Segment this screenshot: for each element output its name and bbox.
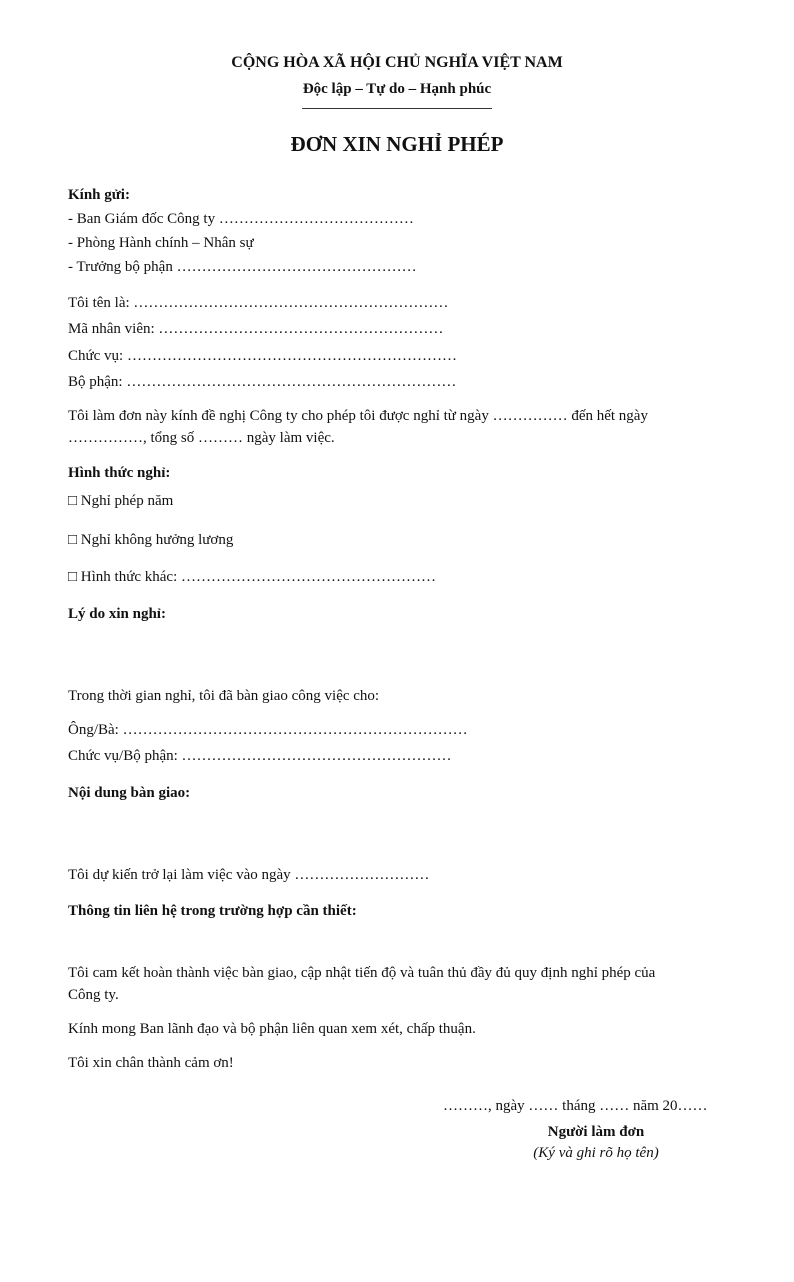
recipient-line: - Phòng Hành chính – Nhân sự <box>68 235 254 251</box>
page-title: ĐƠN XIN NGHỈ PHÉP <box>290 132 504 156</box>
handover-intro: Trong thời gian nghỉ, tôi đã bàn giao công việc cho: <box>68 688 380 704</box>
leave-option-unpaid: □ Nghỉ không hưởng lương <box>68 532 234 548</box>
employee-position-field: Chức vụ: ………………………………………………………… <box>68 348 457 364</box>
reason-heading: Lý do xin nghỉ: <box>68 606 166 622</box>
signature-date-line: ………, ngày …… tháng …… năm 20…… <box>443 1098 708 1114</box>
employee-name-field: Tôi tên là: ……………………………………………………… <box>68 295 449 311</box>
request-text-continued: ……………, tổng số ……… ngày làm việc. <box>68 430 335 446</box>
thanks-text: Tôi xin chân thành cảm ơn! <box>68 1055 234 1071</box>
handover-content-heading: Nội dung bàn giao: <box>68 785 191 801</box>
handover-role-field: Chức vụ/Bộ phận: ……………………………………………… <box>68 748 452 764</box>
leave-option-annual: □ Nghỉ phép năm <box>68 493 174 509</box>
recipient-line: - Trưởng bộ phận ………………………………………… <box>68 259 417 275</box>
request-text: Tôi làm đơn này kính đề nghị Công ty cho phép tôi được nghỉ từ ngày …………… đến hết ngày <box>68 408 648 424</box>
commitment-text: Tôi cam kết hoàn thành việc bàn giao, cập nhật tiến độ và tuân thủ đầy đủ quy định nghỉ phép của <box>68 965 656 981</box>
leave-option-other: □ Hình thức khác: …………………………………………… <box>68 569 436 585</box>
signer-title: Người làm đơn <box>547 1124 645 1140</box>
recipients-heading: Kính gửi: <box>68 187 130 203</box>
signature-note: (Ký và ghi rõ họ tên) <box>533 1145 659 1161</box>
header-divider <box>302 108 492 109</box>
return-date-field: Tôi dự kiến trở lại làm việc vào ngày ……………………… <box>68 867 430 883</box>
commitment-text-continued: Công ty. <box>68 987 119 1003</box>
contact-heading: Thông tin liên hệ trong trường hợp cần thiết: <box>68 903 357 919</box>
approval-request: Kính mong Ban lãnh đạo và bộ phận liên quan xem xét, chấp thuận. <box>68 1021 476 1037</box>
leave-type-heading: Hình thức nghỉ: <box>68 465 171 481</box>
employee-id-field: Mã nhân viên: ………………………………………………… <box>68 321 444 337</box>
handover-person-field: Ông/Bà: …………………………………………………………… <box>68 722 468 738</box>
recipient-line: - Ban Giám đốc Công ty ………………………………… <box>68 211 414 227</box>
employee-department-field: Bộ phận: ………………………………………………………… <box>68 374 457 390</box>
motto: Độc lập – Tự do – Hạnh phúc <box>302 81 492 97</box>
nation-header: CỘNG HÒA XÃ HỘI CHỦ NGHĨA VIỆT NAM <box>231 54 563 71</box>
